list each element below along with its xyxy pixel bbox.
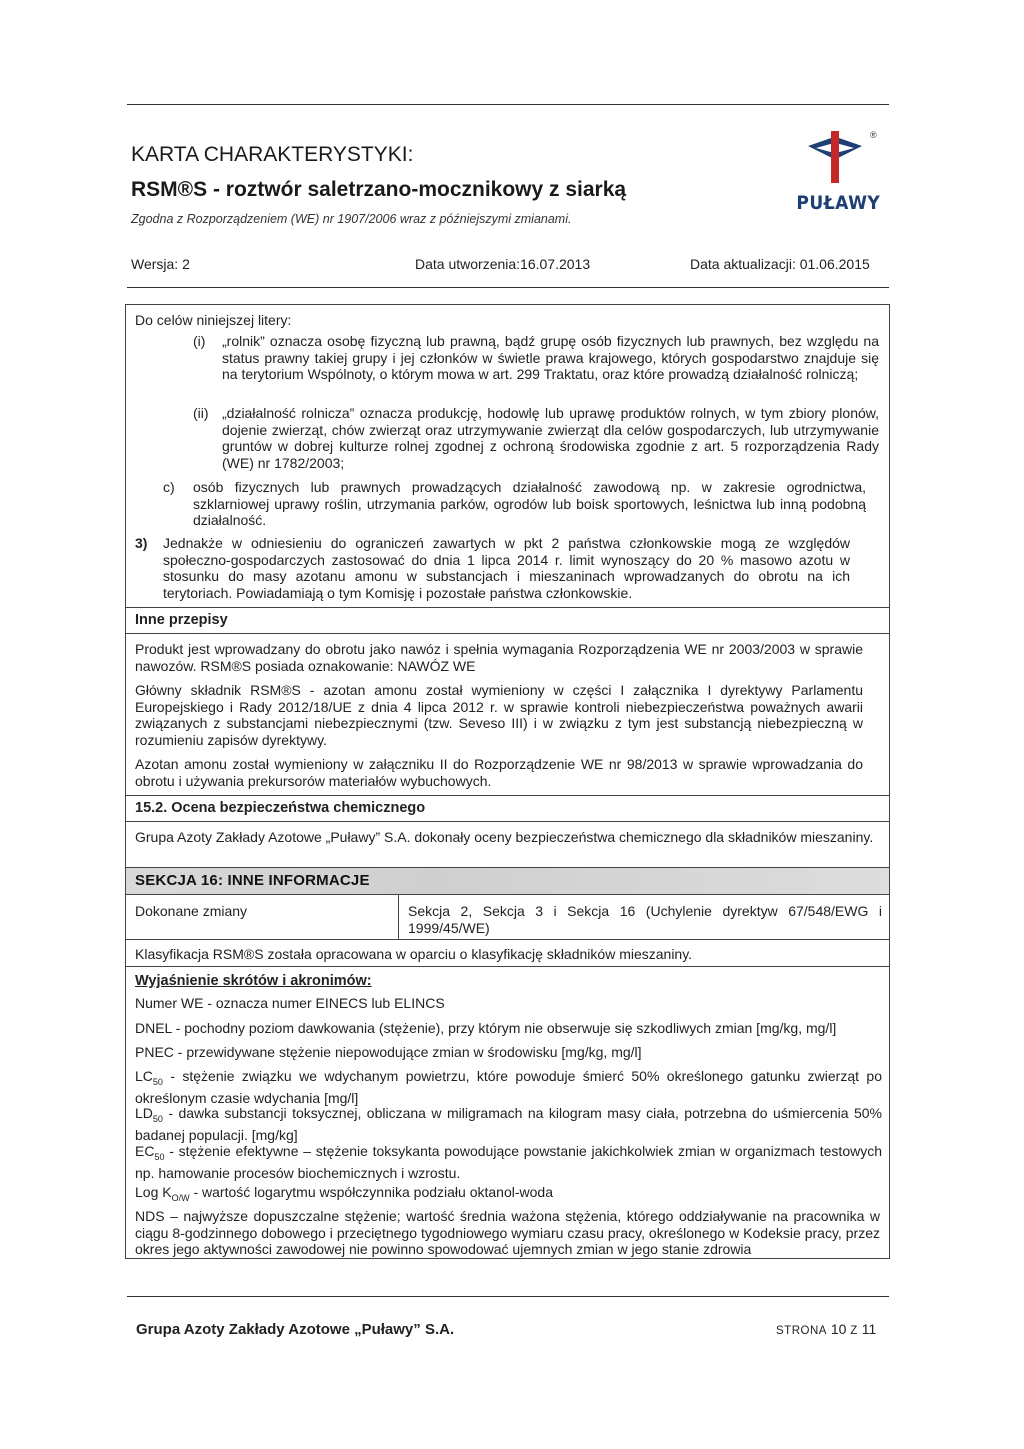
- other-regulations-p2: Główny składnik RSM®S - azotan amonu został wymieniony w części I załącznika I dyrektywy Parlamentu Europejskiego i Rady 2012/18/UE z dnia 4 lipca 2012 r. w sprawie kontroli niebezpieczeństwa poważnych awarii związanych z substancjami niebezpiecznymi (tzw. Seveso III) i w związku z tym jest substancją niebezpieczną w rozumieniu zapisów dyrektywy.: [135, 682, 863, 748]
- section-15-2-text: Grupa Azoty Zakłady Azotowe „Puławy” S.A. dokonały oceny bezpieczeństwa chemicznego dla składników mieszaniny.: [135, 829, 874, 845]
- header-bottom-rule: [127, 287, 889, 288]
- abbr-ld50: $LD_{50}$ - dawka substancji toksycznej, obliczana w miligramach na kilogram masy ciała, potrzebna do uśmiercenia 50% badanej populacji. [mg/kg]: [135, 1105, 882, 1144]
- logo-text: PUŁAWY: [796, 192, 881, 214]
- abbr-ec50: $EC_{50}$ - stężenie efektywne – stężenie toksykanta powodujące powstanie jakichkolwiek zmian w organizmach testowych np. hamowanie procesów biochemicznych i wzrostu.: [135, 1143, 882, 1182]
- created-date: Data utworzenia:16.07.2013: [415, 256, 591, 272]
- top-rule: [127, 104, 889, 105]
- divider: [125, 607, 890, 608]
- divider: [125, 633, 890, 634]
- divider: [125, 939, 890, 940]
- divider: [125, 795, 890, 796]
- version: Wersja: 2: [131, 256, 190, 272]
- divider: [125, 966, 890, 967]
- abbr-nds: NDS – najwyższe dopuszczalne stężenie; wartość średnia ważona stężenia, którego oddziaływanie na pracownika w ciągu 8-godzinnego dobowego i przeciętnego tygodniowego wymiaru czasu pracy, określonego w Kodeksie pracy, przez okres jego aktywności zawodowej nie powinno spowodować ujemnych zmian w jego stanie zdrowia: [135, 1208, 880, 1257]
- logo-registered-mark: ®: [870, 130, 877, 140]
- section-15-2-heading: 15.2. Ocena bezpieczeństwa chemicznego: [135, 800, 426, 816]
- footer-rule: [127, 1296, 889, 1297]
- abbr-log-kow: Log $K_{O/W}$ - wartość logarytmu współczynnika podziału oktanol-woda: [135, 1184, 553, 1203]
- regulation-note: Zgodna z Rozporządzeniem (WE) nr 1907/2006 wraz z późniejszymi zmianami.: [131, 212, 572, 226]
- abbr-lc50: $LC_{50}$ - stężenie związku we wdychanym powietrzu, które powoduje śmierć 50% określonego gatunku zwierząt po określonym czasie wdychania [mg/l]: [135, 1068, 882, 1107]
- other-regulations-p3: Azotan amonu został wymieniony w załączniku II do Rozporządzenie WE nr 98/2013 w sprawie wprowadzania do obrotu i używania prekursorów materiałów wybuchowych.: [135, 756, 863, 789]
- classification-note: Klasyfikacja RSM®S została opracowana w oparciu o klasyfikację składników mieszaniny.: [135, 946, 693, 962]
- changes-label: Dokonane zmiany: [135, 903, 248, 919]
- pulawy-logo: [780, 128, 885, 223]
- item-ii-label: (ii): [193, 405, 209, 421]
- abbreviations-heading: Wyjaśnienie skrótów i akronimów:: [135, 973, 372, 989]
- item-i-label: (i): [193, 333, 206, 349]
- table-column-divider: [398, 894, 399, 939]
- divider: [125, 894, 890, 895]
- footer-company: Grupa Azoty Zakłady Azotowe „Puławy” S.A.: [136, 1321, 455, 1338]
- item-ii-text: „działalność rolnicza” oznacza produkcję, hodowlę lub uprawę produktów rolnych, w tym zbiory plonów, dojenie zwierząt, chów zwierząt oraz utrzymywanie zwierząt dla celów gospodarczych, lub utrzymywanie gruntów w dobrej kulturze rolnej zgodnej z ochroną środowiska zgodnie z art. 5 rozporządzenia Rady (WE) nr 1782/2003;: [222, 405, 879, 471]
- page-number: STRONA 10 Z 11: [776, 1321, 877, 1337]
- point-3-label: 3): [135, 535, 148, 551]
- abbr-dnel: DNEL - pochodny poziom dawkowania (stężenie), przy którym nie obserwuje się szkodliwych zmian [mg/kg, mg/l]: [135, 1020, 837, 1036]
- changes-value: Sekcja 2, Sekcja 3 i Sekcja 16 (Uchylenie dyrektyw 67/548/EWG i 1999/45/WE): [408, 903, 882, 936]
- section-16-heading: SEKCJA 16: INNE INFORMACJE: [135, 872, 370, 889]
- other-regulations-heading: Inne przepisy: [135, 612, 228, 628]
- abbr-pnec: PNEC - przewidywane stężenie niepowodujące zmian w środowisku [mg/kg, mg/l]: [135, 1044, 642, 1060]
- intro-text: Do celów niniejszej litery:: [135, 312, 292, 328]
- abbr-we: Numer WE - oznacza numer EINECS lub ELINCS: [135, 995, 445, 1011]
- divider: [125, 821, 890, 822]
- product-name: RSM®S - roztwór saletrzano-mocznikowy z siarką: [131, 178, 627, 201]
- item-c-text: osób fizycznych lub prawnych prowadzących działalność zawodową np. w zakresie ogrodnictwa, szklarniowej uprawy roślin, utrzymania parków, ogrodów lub boisk sportowych, leśnictwa lub inną podobną działalność.: [193, 479, 866, 528]
- divider: [125, 867, 890, 868]
- item-i-text: „rolnik” oznacza osobę fizyczną lub prawną, bądź grupę osób fizycznych lub prawnych, bez względu na status prawny takiej grupy i jej członków w świetle prawa krajowego, których gospodarstwo znajduje się na terytorium Wspólnoty, o którym mowa w art. 299 Traktatu, oraz które prowadzą działalność rolniczą;: [222, 333, 879, 382]
- other-regulations-p1: Produkt jest wprowadzany do obrotu jako nawóz i spełnia wymagania Rozporządzenia WE nr 2003/2003 w sprawie nawozów. RSM®S posiada oznakowanie: NAWÓZ WE: [135, 641, 863, 674]
- document-title: KARTA CHARAKTERYSTYKI:: [131, 143, 414, 166]
- updated-date: Data aktualizacji: 01.06.2015: [690, 256, 870, 272]
- item-c-label: c): [163, 479, 175, 495]
- point-3-text: Jednakże w odniesieniu do ograniczeń zawartych w pkt 2 państwa członkowskie mogą ze względów społeczno-gospodarczych zastosować do dnia 1 lipca 2014 r. limit wynoszący do 20 % masowo azotu w stosunku do masy azotanu amonu w substancjach i mieszaninach wprowadzanych do obrotu na ich terytoriach. Powiadamiają o tym Komisję i pozostałe państwa członkowskie.: [163, 535, 850, 601]
